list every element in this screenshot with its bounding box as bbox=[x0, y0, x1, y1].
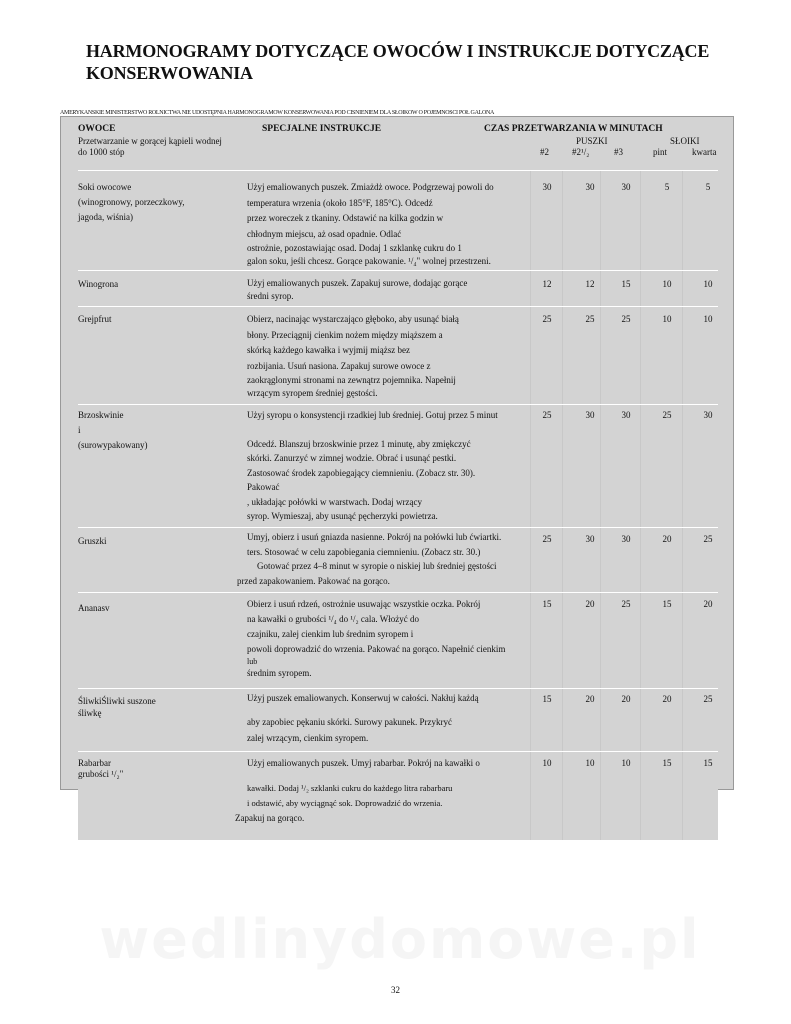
header-fruit: OWOCE bbox=[78, 124, 116, 134]
row-divider bbox=[78, 170, 718, 171]
time-can-3: 30 bbox=[621, 182, 631, 192]
time-pint: 5 bbox=[664, 182, 670, 192]
time-pint: 25 bbox=[662, 410, 672, 420]
header-fruit-sub1: Przetwarzanie w gorącej kąpieli wodnej bbox=[78, 136, 222, 146]
time-pint: 10 bbox=[662, 279, 672, 289]
time-quart: 25 bbox=[703, 534, 713, 544]
header-can-2-5: #2¹/₂ bbox=[572, 147, 590, 157]
time-can-2-5: 10 bbox=[585, 758, 595, 768]
time-quart: 30 bbox=[703, 410, 713, 420]
row-divider bbox=[78, 270, 718, 271]
time-can-3: 15 bbox=[621, 279, 631, 289]
page-title: HARMONOGRAMY DOTYCZĄCE OWOCÓW I INSTRUKCJE DOTYCZĄCE KONSERWOWANIA bbox=[86, 41, 710, 83]
time-pint: 15 bbox=[662, 599, 672, 609]
fruit-name: Grejpfrut bbox=[78, 314, 112, 324]
time-pint: 20 bbox=[662, 534, 672, 544]
time-can-2-5: 30 bbox=[585, 182, 595, 192]
time-can-2-5: 12 bbox=[585, 279, 595, 289]
time-can-2: 25 bbox=[542, 410, 552, 420]
time-can-2-5: 30 bbox=[585, 410, 595, 420]
header-can-3: #3 bbox=[614, 147, 623, 157]
time-can-3: 10 bbox=[621, 758, 631, 768]
special-instructions: Użyj puszek emaliowanych. Konserwuj w całości. Nakłuj każdą aby zapobiec pękaniu skórki. Surowy pakunek. Przykryć zalej wrzącym, cienkim syropem. bbox=[247, 693, 479, 743]
time-can-2: 15 bbox=[542, 694, 552, 704]
special-instructions: Użyj emaliowanych puszek. Zapakuj surowe, dodając gorące średni syrop. bbox=[247, 278, 468, 301]
page-number: 32 bbox=[391, 985, 400, 995]
time-quart: 10 bbox=[703, 314, 713, 324]
time-quart: 20 bbox=[703, 599, 713, 609]
time-can-2: 30 bbox=[542, 182, 552, 192]
time-can-2: 15 bbox=[542, 599, 552, 609]
time-quart: 10 bbox=[703, 279, 713, 289]
time-can-2: 12 bbox=[542, 279, 552, 289]
time-can-2: 25 bbox=[542, 314, 552, 324]
time-can-3: 30 bbox=[621, 410, 631, 420]
row-divider bbox=[78, 688, 718, 689]
header-cans: PUSZKI bbox=[576, 136, 608, 146]
time-quart: 15 bbox=[703, 758, 713, 768]
fruit-name: Ananasv bbox=[78, 603, 110, 613]
row-divider bbox=[78, 751, 718, 752]
fruit-name: Brzoskwinie i (surowypakowany) bbox=[78, 410, 148, 450]
header-fruit-sub2: do 1000 stóp bbox=[78, 147, 125, 157]
header-processing-time: CZAS PRZETWARZANIA W MINUTACH bbox=[484, 124, 663, 134]
row-divider bbox=[78, 306, 718, 307]
header-instructions: SPECJALNE INSTRUKCJE bbox=[262, 124, 382, 134]
special-instructions: Obierz, nacinając wystarczająco głęboko, aby usunąć białą błony. Przeciągnij cienkim nożem między miąższem a skórką każdego kawałka i wyjmij miąższ bez rozbijania. Usuń nasiona. Zapakuj surowe owoce z zaokrąglonymi stronami na zewnątrz pojemnika. Napełnij wrzącym syropem średniej gęstości. bbox=[247, 314, 459, 398]
time-can-3: 25 bbox=[621, 314, 631, 324]
time-can-3: 30 bbox=[621, 534, 631, 544]
row-divider bbox=[78, 404, 718, 405]
fruit-name: Soki owocowe (winogronowy, porzeczkowy, jagoda, wiśnia) bbox=[78, 182, 185, 222]
special-instructions: Użyj emaliowanych puszek. Umyj rabarbar. Pokrój na kawałki o kawałki. Dodaj ¹/₂ szklanki cukru do każdego litra rabarbaru i odstawić, aby wyciągnąć sok. Doprowadzić do wrzenia. Zapakuj na gorąco. bbox=[235, 758, 480, 823]
fruit-name: Gruszki bbox=[78, 536, 107, 546]
time-can-3: 20 bbox=[621, 694, 631, 704]
time-can-3: 25 bbox=[621, 599, 631, 609]
watermark: wedlinydomowe.pl bbox=[99, 908, 701, 971]
time-pint: 10 bbox=[662, 314, 672, 324]
time-pint: 20 bbox=[662, 694, 672, 704]
row-divider bbox=[78, 527, 718, 528]
row-divider bbox=[78, 592, 718, 593]
time-pint: 15 bbox=[662, 758, 672, 768]
fruit-name: Winogrona bbox=[78, 279, 119, 289]
special-instructions: Użyj syropu o konsystencji rzadkiej lub średniej. Gotuj przez 5 minut Odcedź. Blanszuj brzoskwinie przez 1 minutę, aby zmiękczyć skórki. Zanurzyć w zimnej wodzie. Obrać i usunąć pestki. Zastosować środek zapobiegający ciemnieniu. (Zobacz str. 30). Pakować , układając połówki w warstwach. Dodaj wrzący syrop. Wymieszaj, aby usunąć pęcherzyki powietrza. bbox=[247, 410, 498, 521]
time-can-2-5: 25 bbox=[585, 314, 595, 324]
time-can-2: 10 bbox=[542, 758, 552, 768]
usda-note: AMERYKAŃSKIE MINISTERSTWO ROLNICTWA NIE UDOSTĘPNIA HARMONOGRAMÓW KONSERWOWANIA POD CIŚNIENIEM DLA SŁOIKÓW O POJEMNOŚCI PÓŁ GALONA bbox=[60, 110, 495, 116]
header-quart: kwarta bbox=[692, 147, 717, 157]
header-pint: pint bbox=[653, 147, 668, 157]
time-can-2-5: 30 bbox=[585, 534, 595, 544]
special-instructions: Umyj, obierz i usuń gniazda nasienne. Pokrój na połówki lub ćwiartki. ters. Stosować w celu zapobiegania ciemnieniu. (Zobacz str. 30.) Gotować przez 4–8 minut w syropie o niskiej lub średniej gęstości przed zapakowaniem. Pakować na gorąco. bbox=[237, 532, 502, 586]
time-quart: 5 bbox=[705, 182, 711, 192]
time-quart: 25 bbox=[703, 694, 713, 704]
header-can-2: #2 bbox=[540, 147, 549, 157]
special-instructions: Obierz i usuń rdzeń, ostrożnie usuwając wszystkie oczka. Pokrój na kawałki o grubości ¹/₄ do ¹/₂ cala. Włożyć do czajniku, zalej cienkim lub średnim syropem i powoli doprowadzić do wrzenia. Pakować na gorąco. Napełnić cienkim lub średnim syropem. bbox=[247, 599, 506, 678]
time-can-2-5: 20 bbox=[585, 694, 595, 704]
time-can-2: 25 bbox=[542, 534, 552, 544]
time-can-2-5: 20 bbox=[585, 599, 595, 609]
header-jars: SŁOIKI bbox=[670, 136, 700, 146]
fruit-name: Rabarbar grubości ¹/₂" bbox=[78, 758, 124, 779]
special-instructions: Użyj emaliowanych puszek. Zmiażdż owoce. Podgrzewaj powoli do temperatura wrzenia (około 185°F, 185°C). Odcedź przez woreczek z tkaniny. Odstawić na kilka godzin w chłodnym miejscu, aż osad opadnie. Odlać ostrożnie, pozostawiając osad. Dodaj 1 szklankę cukru do 1 galon soku, jeśli chcesz. Gorące pakowanie. ¹/₄" wolnej przestrzeni. bbox=[247, 182, 494, 266]
fruit-name: ŚliwkiŚliwki suszone śliwkę bbox=[78, 696, 156, 718]
